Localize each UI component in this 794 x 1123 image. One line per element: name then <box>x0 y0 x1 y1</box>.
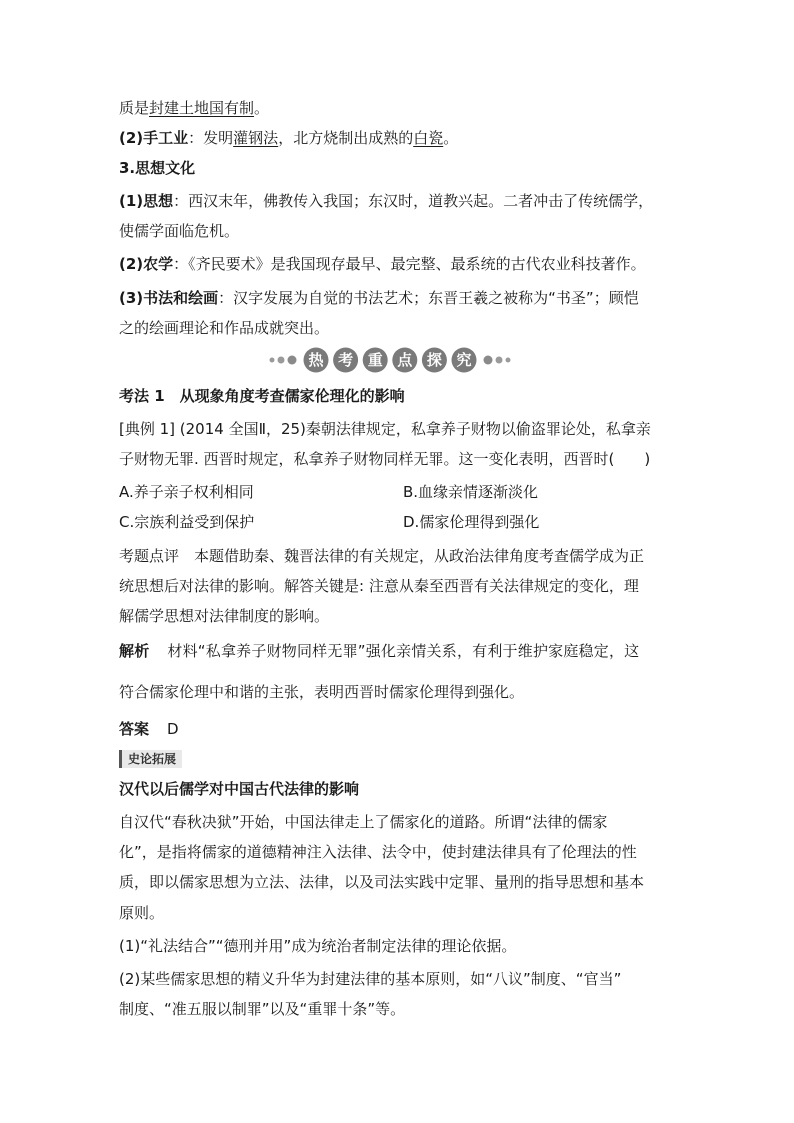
text-line-land-system: 质是封建土地国有制。 <box>119 99 270 117</box>
extension-p2: (1)“礼法结合”“德刑并用”成为统治者制定法律的理论依据。 <box>119 937 517 955</box>
kaofa-title: 考法 1 从现象角度考查儒家伦理化的影响 <box>119 387 405 405</box>
extension-p1-line1: 自汉代“春秋决狱”开始，中国法律走上了儒家化的道路。所谓“法律的儒家 <box>119 813 608 831</box>
extension-title: 汉代以后儒学对中国古代法律的影响 <box>119 780 360 798</box>
analysis-line-1: 解析 材料“私拿养子财物同样无罪”强化亲情关系，有利于维护家庭稳定，这 <box>119 642 640 660</box>
analysis-line-2: 符合儒家伦理中和谐的主张，表明西晋时儒家伦理得到强化。 <box>119 683 525 701</box>
text-line-calligraphy-1: (3)书法和绘画：汉字发展为自觉的书法艺术；东晋王羲之被称为“书圣”；顾恺 <box>119 289 639 307</box>
section-banner <box>240 345 540 375</box>
extension-p1-line2: 化”，是指将儒家的道德精神注入法律、法令中，使封建法律具有了伦理法的性 <box>119 843 637 861</box>
option-b: B.血缘亲情逐渐淡化 <box>403 483 539 501</box>
banner-dot <box>278 357 285 364</box>
banner-char: 探 <box>426 351 442 369</box>
banner-char: 究 <box>456 351 472 369</box>
text-line-thought-2: 使儒学面临危机。 <box>119 222 240 240</box>
text-line-agriculture: (2)农学：《齐民要术》是我国现存最早、最完整、最系统的古代农业科技著作。 <box>119 255 646 273</box>
banner-char: 点 <box>397 351 413 369</box>
heading-thought-culture: 3.思想文化 <box>119 159 196 177</box>
option-d: D.儒家伦理得到强化 <box>403 513 540 531</box>
banner-dot <box>496 357 503 364</box>
option-c: C.宗族利益受到保护 <box>119 513 255 531</box>
section-tag: 史论拓展 <box>119 750 182 768</box>
comment-line-1: 考题点评 本题借助秦、魏晋法律的有关规定，从政治法律角度考查儒学成为正 <box>119 547 645 565</box>
example-line-1: [典例 1] (2014 全国Ⅱ，25)秦朝法律规定，私拿养子财物以偷盗罪论处，私拿亲 <box>119 420 651 438</box>
underlined-term: 封建土地国有制 <box>149 99 255 117</box>
answer-line: 答案 D <box>119 720 179 738</box>
text-line-handicraft: (2)手工业：发明灌钢法，北方烧制出成熟的白瓷。 <box>119 129 459 147</box>
banner-char: 热 <box>308 351 324 369</box>
banner-char: 考 <box>338 351 354 369</box>
extension-p1-line4: 原则。 <box>119 904 165 922</box>
example-line-2: 子财物无罪. 西晋时规定，私拿养子财物同样无罪。这一变化表明，西晋时( ) <box>119 450 651 468</box>
text-line-calligraphy-2: 之的绘画理论和作品成就突出。 <box>119 319 330 337</box>
extension-p1-line3: 质，即以儒家思想为立法、法律，以及司法实践中定罪、量刑的指导思想和基本 <box>119 873 645 891</box>
banner-char: 重 <box>367 351 383 369</box>
comment-line-3: 解儒学思想对法律制度的影响。 <box>119 607 330 625</box>
extension-p3-line1: (2)某些儒家思想的精义升华为封建法律的基本原则，如“八议”制度、“官当” <box>119 970 622 988</box>
banner-dot <box>288 356 297 365</box>
banner-dot <box>484 356 493 365</box>
banner-dot <box>270 358 275 363</box>
extension-p3-line2: 制度、“准五服以制罪”以及“重罪十条”等。 <box>119 1000 406 1018</box>
option-a: A.养子亲子权利相同 <box>119 483 254 501</box>
text-line-thought-1: (1)思想：西汉末年，佛教传入我国；东汉时，道教兴起。二者冲击了传统儒学， <box>119 192 654 210</box>
banner-dot <box>506 358 511 363</box>
comment-line-2: 统思想后对法律的影响。解答关键是: 注意从秦至西晋有关法律规定的变化，理 <box>119 577 639 595</box>
